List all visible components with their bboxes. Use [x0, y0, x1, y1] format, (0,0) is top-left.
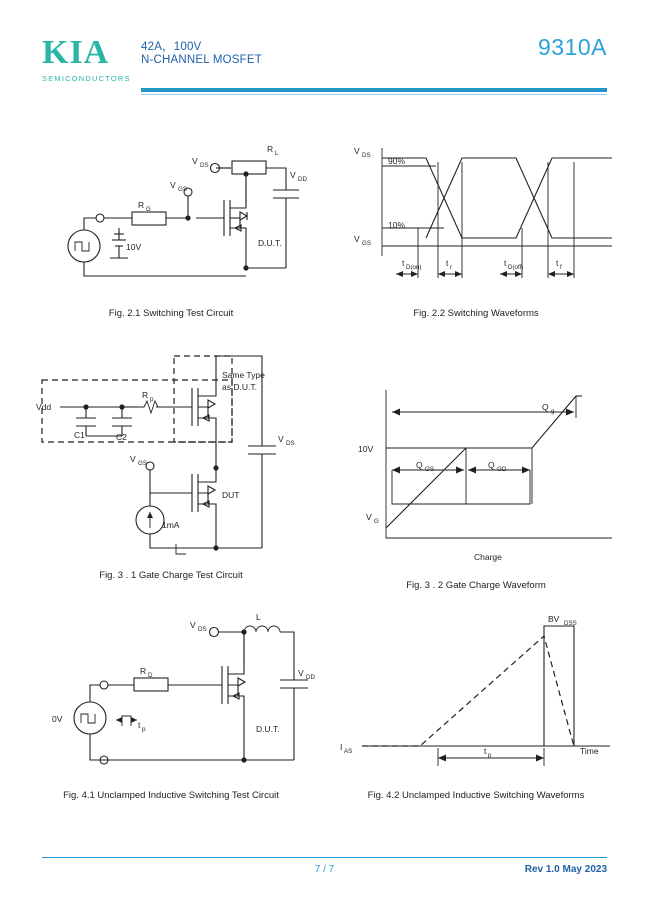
svg-text:GS: GS	[362, 240, 371, 247]
figure-uis-test-circuit	[26, 608, 316, 818]
svg-text:D: D	[148, 672, 153, 679]
svg-text:V: V	[298, 668, 304, 678]
svg-text:Q: Q	[542, 402, 549, 412]
svg-text:DS: DS	[198, 626, 207, 633]
svg-text:L: L	[256, 612, 261, 622]
svg-text:C2: C2	[116, 432, 127, 442]
figure-caption: Fig. 4.2 Unclamped Inductive Switching Waveforms	[367, 790, 585, 801]
svg-text:GD: GD	[497, 466, 507, 473]
page-header	[0, 0, 649, 108]
svg-text:D.U.T.: D.U.T.	[256, 724, 280, 734]
svg-text:p: p	[142, 726, 146, 733]
svg-text:DS: DS	[286, 440, 295, 447]
logo-text: KIA	[42, 34, 110, 71]
svg-text:10V: 10V	[358, 444, 374, 454]
svg-text:GS: GS	[425, 466, 434, 473]
svg-text:GS: GS	[138, 460, 147, 467]
figure-switching-waveforms	[326, 128, 626, 328]
logo-subtitle: SEMICONDUCTORS	[42, 74, 131, 83]
svg-text:V: V	[366, 512, 372, 522]
figure-caption: Fig. 4.1 Unclamped Inductive Switching Test Circuit	[63, 790, 279, 801]
svg-text:90%: 90%	[388, 156, 406, 166]
svg-text:V: V	[290, 170, 296, 180]
svg-text:V: V	[354, 146, 360, 156]
svg-text:V: V	[192, 156, 198, 166]
svg-text:t: t	[138, 720, 141, 730]
svg-text:1mA: 1mA	[162, 520, 180, 530]
product-rating: 42A，100V	[141, 41, 202, 53]
svg-text:DS: DS	[200, 162, 209, 169]
svg-text:L: L	[275, 150, 279, 157]
figure-gate-charge-waveform	[326, 378, 626, 608]
svg-text:DD: DD	[306, 674, 315, 681]
svg-text:Q: Q	[488, 460, 495, 470]
svg-text:DS: DS	[362, 152, 371, 159]
svg-text:DUT: DUT	[222, 490, 240, 500]
svg-text:0V: 0V	[52, 714, 63, 724]
svg-text:t: t	[484, 746, 487, 756]
svg-text:Same Type: Same Type	[222, 370, 265, 380]
svg-text:G: G	[146, 206, 151, 213]
figure-caption: Fig. 3 . 1 Gate Charge Test Circuit	[99, 570, 243, 581]
svg-text:DSS: DSS	[564, 620, 577, 627]
svg-text:Time: Time	[580, 746, 599, 756]
svg-text:V: V	[130, 454, 136, 464]
figure-caption: Fig. 3 . 2 Gate Charge Waveform	[406, 580, 546, 591]
page-number: 7 / 7	[314, 864, 335, 875]
svg-text:R: R	[267, 144, 274, 154]
part-number: 9310A	[537, 34, 607, 60]
svg-text:Vdd: Vdd	[36, 402, 52, 412]
svg-text:V: V	[190, 620, 196, 630]
svg-text:p: p	[488, 752, 492, 759]
svg-text:10V: 10V	[126, 242, 142, 252]
svg-text:r: r	[450, 264, 453, 271]
svg-text:R: R	[140, 666, 147, 676]
svg-text:as D.U.T.: as D.U.T.	[222, 382, 257, 392]
svg-text:DD: DD	[298, 176, 307, 183]
svg-text:f: f	[560, 264, 562, 271]
footer-rule	[42, 857, 607, 858]
svg-text:BV: BV	[548, 614, 560, 624]
svg-text:I: I	[340, 742, 343, 752]
svg-text:t: t	[402, 258, 405, 268]
header-rule-thin	[141, 94, 607, 95]
svg-text:D(off): D(off)	[508, 264, 524, 271]
svg-text:V: V	[170, 180, 176, 190]
product-type: N-CHANNEL MOSFET	[141, 54, 262, 66]
figure-gate-charge-test-circuit	[26, 348, 316, 598]
svg-text:GS: GS	[178, 186, 187, 193]
figure-caption: Fig. 2.1 Switching Test Circuit	[108, 308, 234, 319]
svg-text:C1: C1	[74, 430, 85, 440]
svg-text:Charge: Charge	[474, 552, 502, 562]
svg-text:V: V	[354, 234, 360, 244]
svg-text:D(on): D(on)	[406, 264, 422, 271]
figure-switching-test-circuit	[26, 128, 316, 328]
svg-text:G: G	[374, 518, 379, 525]
revision-info: Rev 1.0 May 2023	[524, 864, 607, 875]
svg-text:D.U.T.: D.U.T.	[258, 238, 282, 248]
svg-text:Q: Q	[416, 460, 423, 470]
svg-text:R: R	[138, 200, 145, 210]
svg-text:V: V	[278, 434, 284, 444]
svg-text:R: R	[142, 390, 149, 400]
svg-text:10%: 10%	[388, 220, 406, 230]
svg-text:t: t	[504, 258, 507, 268]
figure-caption: Fig. 2.2 Switching Waveforms	[413, 308, 539, 319]
svg-text:AS: AS	[344, 748, 353, 755]
company-logo	[42, 36, 131, 83]
svg-text:p: p	[150, 396, 154, 403]
svg-text:t: t	[446, 258, 449, 268]
svg-text:g: g	[551, 408, 555, 415]
figure-uis-waveforms	[326, 608, 626, 818]
svg-text:t: t	[556, 258, 559, 268]
header-rule-thick	[141, 88, 607, 92]
